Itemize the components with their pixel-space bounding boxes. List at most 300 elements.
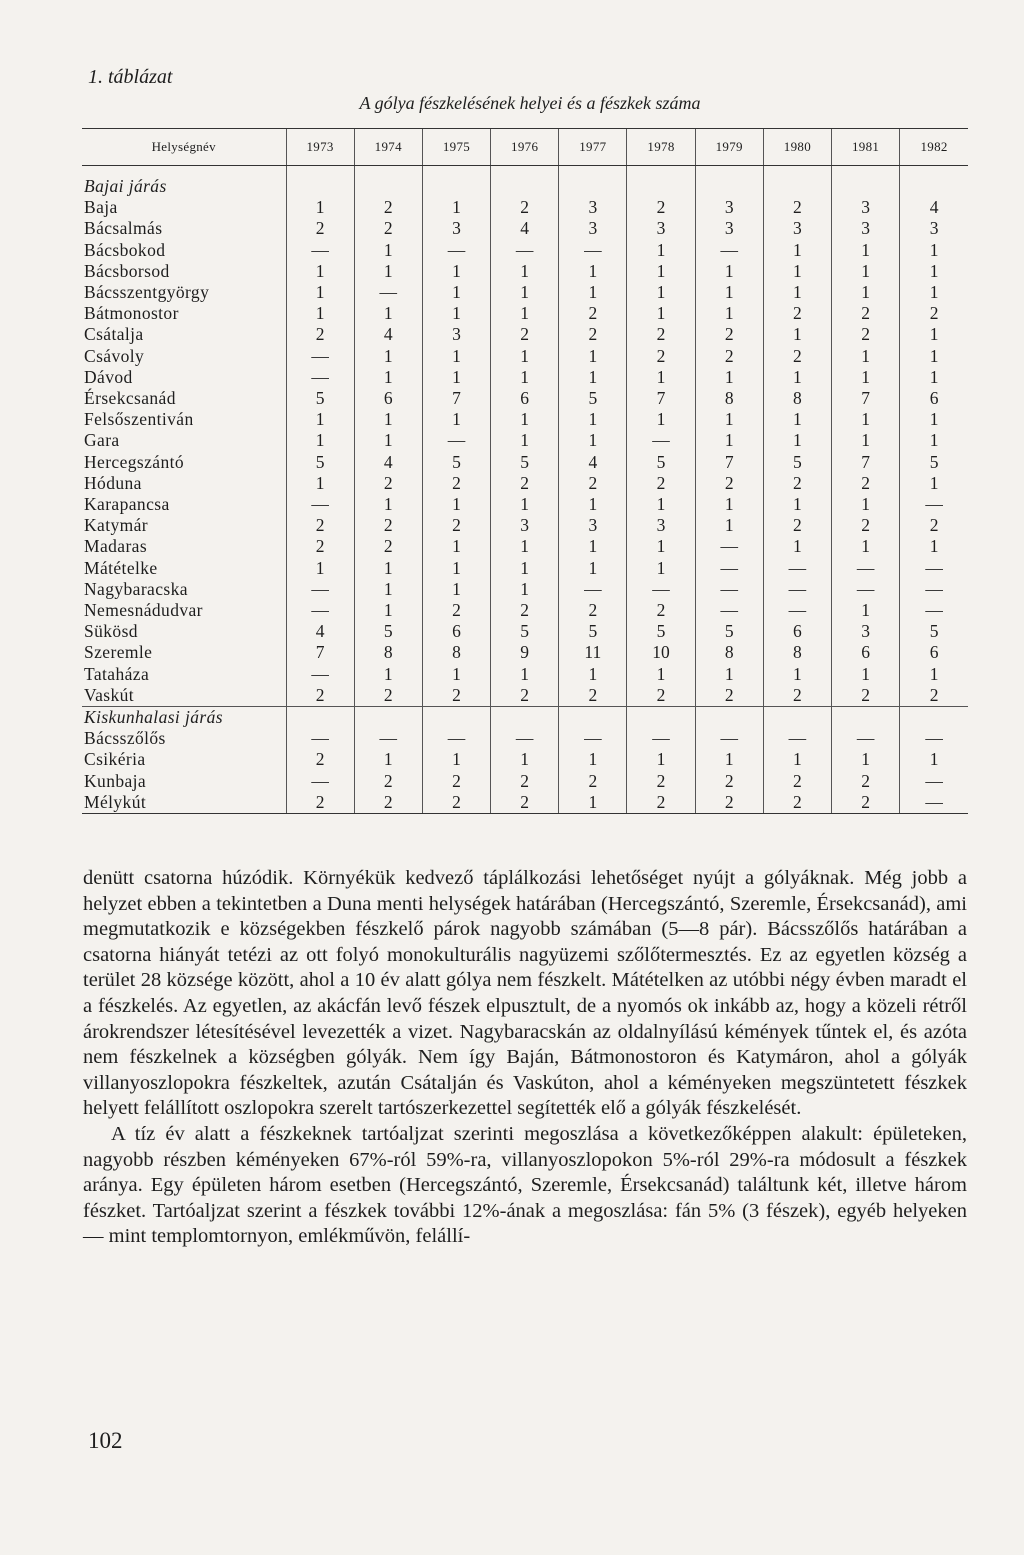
nest-count-cell: 8 [695, 388, 763, 409]
nest-count-cell: 5 [354, 621, 422, 642]
table-row [82, 409, 968, 430]
nest-count-cell: 6 [422, 621, 490, 642]
nest-count-cell: 3 [422, 324, 490, 345]
nest-count-cell: 1 [763, 324, 831, 345]
nest-count-cell: 2 [695, 771, 763, 792]
nest-count-cell: 2 [900, 685, 968, 707]
nest-count-cell: 1 [422, 197, 490, 218]
paragraph-1: denütt csatorna húzódik. Környékük kedvező táplálkozási lehetőséget nyújt a gólyáknak. Még jobb a helyzet ebben a tekintetben a Duna menti helységek határában (Hercegszántó, Szeremle, Érsekcsanád), ami megmutatkozik e községekben fészkelő párok nagyobb számában (5—8 pár). Bácsszőlős határában a csatorna hiányát tetézi az ott folyó monokulturális nagyüzemi szőlőtermesztés. Ez az egyetlen község a terület 28 községe között, ahol a 10 év alatt gólya nem fészkelt. Mátételken az utóbbi négy évben maradt el a fészkelés. Az egyetlen, az akácfán levő fészek elpusztult, de a nyomós ok inkább az, hogy a közeli rétről árokrendszer létesítésével levezették a vizet. Nagybaracskán az oldalnyílású kémények tűntek el, és azóta nem fészkelnek a községben gólyák. Nem így Baján, Bátmonostoron és Katymáron, ahol a gólyák villanyoszlopokra fészkeltek, azután Csátalján és Vaskúton, ahol a kéményeken megszüntetett fészkek helyett felállított oszlopokra szerelt tartószerkezettel segítették elő a gólyák fészkelését. [83, 867, 967, 1120]
nest-count-cell: 2 [627, 346, 695, 367]
header-year: 1978 [627, 129, 695, 166]
nest-count-cell: 2 [491, 473, 559, 494]
nest-count-cell: 8 [763, 388, 831, 409]
nest-count-cell: 1 [695, 494, 763, 515]
district-row [82, 176, 968, 197]
nest-count-cell: 1 [832, 749, 900, 770]
nest-count-cell: 1 [627, 409, 695, 430]
nest-count-cell: 3 [832, 197, 900, 218]
nest-count-cell: — [422, 430, 490, 451]
nest-count-cell: 1 [763, 261, 831, 282]
nest-count-cell: 2 [559, 473, 627, 494]
nest-count-cell: 1 [559, 346, 627, 367]
nest-count-cell: 5 [491, 621, 559, 642]
district-name: Kiskunhalasi járás [82, 707, 286, 729]
nest-count-cell: — [900, 771, 968, 792]
nest-count-cell: 6 [832, 642, 900, 663]
place-name: Sükösd [84, 621, 138, 642]
nest-count-cell: — [695, 728, 763, 749]
table-row [82, 473, 968, 494]
nest-count-cell: 3 [695, 197, 763, 218]
nest-count-cell: — [763, 579, 831, 600]
nest-count-cell: 2 [286, 792, 354, 814]
nest-count-cell: 2 [832, 685, 900, 707]
nest-count-cell: 2 [832, 303, 900, 324]
nest-count-cell: 1 [900, 473, 968, 494]
nest-count-cell: 2 [695, 685, 763, 707]
page-number: 102 [88, 1428, 123, 1453]
nest-count-cell: 2 [695, 473, 763, 494]
nest-count-cell: 1 [695, 430, 763, 451]
nest-count-cell: 1 [559, 749, 627, 770]
nest-count-cell: 1 [763, 664, 831, 685]
nest-count-cell: 1 [491, 558, 559, 579]
nest-count-cell: 1 [286, 409, 354, 430]
nest-count-cell: 1 [286, 261, 354, 282]
place-name: Szeremle [84, 642, 153, 663]
table-row [82, 240, 968, 261]
nest-count-cell: 2 [763, 685, 831, 707]
table-row [82, 324, 968, 345]
nest-count-cell: 3 [559, 218, 627, 239]
nest-count-cell: — [422, 728, 490, 749]
nest-count-cell: — [422, 240, 490, 261]
nest-count-cell: 2 [491, 685, 559, 707]
nest-count-cell: 1 [695, 409, 763, 430]
nest-count-cell: 2 [763, 771, 831, 792]
nest-count-cell: 1 [422, 282, 490, 303]
nest-count-cell: 1 [422, 409, 490, 430]
nest-count-cell: 1 [763, 367, 831, 388]
nest-count-cell: 1 [559, 282, 627, 303]
nest-count-cell: 1 [354, 367, 422, 388]
nest-count-cell: 1 [627, 261, 695, 282]
nest-count-cell: 1 [354, 346, 422, 367]
nest-count-cell: 8 [763, 642, 831, 663]
nest-count-cell: 1 [354, 409, 422, 430]
nest-count-cell: — [900, 728, 968, 749]
nest-count-cell: — [695, 558, 763, 579]
nest-count-cell: 7 [832, 388, 900, 409]
nest-count-cell: 1 [832, 409, 900, 430]
nest-count-cell: 2 [422, 473, 490, 494]
header-year: 1974 [354, 129, 422, 166]
table-row [82, 642, 968, 663]
nest-count-cell: 1 [559, 536, 627, 557]
place-name: Mátételke [84, 557, 158, 578]
place-name: Tataháza [84, 663, 150, 684]
nest-count-cell: 1 [491, 346, 559, 367]
nest-count-cell: — [286, 346, 354, 367]
nest-count-cell: 1 [422, 749, 490, 770]
table-row [82, 261, 968, 282]
nest-count-cell: 1 [832, 282, 900, 303]
nest-count-cell: 2 [832, 771, 900, 792]
nest-count-cell: 2 [491, 197, 559, 218]
nest-count-cell: 5 [286, 388, 354, 409]
nest-count-cell: 1 [491, 536, 559, 557]
nest-count-cell: 1 [763, 240, 831, 261]
nest-count-cell: 1 [491, 430, 559, 451]
nest-count-cell: 1 [491, 367, 559, 388]
nest-count-cell: — [900, 792, 968, 814]
nest-count-cell: 1 [763, 749, 831, 770]
nest-count-cell: 10 [627, 642, 695, 663]
nest-count-cell: 3 [627, 218, 695, 239]
nest-count-cell: 5 [900, 621, 968, 642]
nest-count-cell: 5 [559, 388, 627, 409]
nest-count-cell: 1 [354, 558, 422, 579]
header-place-name: Helységnév [82, 129, 286, 166]
table-row [82, 494, 968, 515]
nest-count-cell: 1 [900, 282, 968, 303]
nest-count-cell: 2 [422, 792, 490, 814]
nest-count-cell: 11 [559, 642, 627, 663]
nest-count-cell: 5 [559, 621, 627, 642]
nest-count-cell: 1 [627, 240, 695, 261]
nest-count-cell: — [286, 600, 354, 621]
nest-count-cell: 5 [491, 452, 559, 473]
place-name: Csátalja [84, 324, 144, 345]
nest-count-cell: 6 [900, 642, 968, 663]
nest-count-cell: 1 [559, 261, 627, 282]
nest-count-cell: 1 [627, 494, 695, 515]
header-year: 1981 [832, 129, 900, 166]
nest-count-cell: 2 [763, 303, 831, 324]
nest-count-cell: 2 [354, 473, 422, 494]
nesting-table [82, 128, 968, 814]
nest-count-cell: — [286, 664, 354, 685]
nest-count-cell: — [491, 240, 559, 261]
table-row [82, 303, 968, 324]
nest-count-cell: 1 [627, 303, 695, 324]
nest-count-cell: — [559, 579, 627, 600]
nest-count-cell: 2 [422, 771, 490, 792]
nest-count-cell: 1 [559, 558, 627, 579]
nest-count-cell: 1 [354, 261, 422, 282]
place-name: Hóduna [84, 472, 142, 493]
nest-count-cell: — [354, 282, 422, 303]
nest-count-cell: 1 [900, 664, 968, 685]
nest-count-cell: 4 [354, 452, 422, 473]
nest-count-cell: 1 [354, 494, 422, 515]
nest-count-cell: 6 [900, 388, 968, 409]
nest-count-cell: 1 [354, 749, 422, 770]
nest-count-cell: 2 [354, 792, 422, 814]
nest-count-cell: 1 [422, 367, 490, 388]
nest-count-cell: 1 [422, 664, 490, 685]
nest-count-cell: 2 [491, 792, 559, 814]
nest-count-cell: 1 [286, 303, 354, 324]
nest-count-cell: 1 [695, 282, 763, 303]
nest-count-cell: — [695, 600, 763, 621]
nest-count-cell: 1 [354, 240, 422, 261]
nest-count-cell: 1 [695, 515, 763, 536]
place-name: Csikéria [84, 749, 146, 770]
nest-count-cell: 1 [422, 536, 490, 557]
table-caption: A gólya fészkelésének helyei és a fészkek száma [359, 93, 701, 113]
nest-count-cell: 1 [422, 261, 490, 282]
nest-count-cell: 1 [763, 430, 831, 451]
nest-count-cell: 1 [832, 494, 900, 515]
place-name: Katymár [84, 515, 149, 536]
nest-count-cell: — [763, 558, 831, 579]
nest-count-cell: — [832, 728, 900, 749]
table-label: 1. táblázat [88, 66, 173, 88]
nest-count-cell: 7 [627, 388, 695, 409]
nest-count-cell: 2 [286, 749, 354, 770]
nest-count-cell: 1 [491, 282, 559, 303]
nest-count-cell: 2 [627, 600, 695, 621]
nest-count-cell: 1 [832, 600, 900, 621]
nest-count-cell: 1 [286, 282, 354, 303]
nest-count-cell: 2 [286, 515, 354, 536]
nest-count-cell: 5 [627, 621, 695, 642]
header-year: 1976 [491, 129, 559, 166]
nest-count-cell: 5 [900, 452, 968, 473]
nest-count-cell: 5 [695, 621, 763, 642]
nest-count-cell: 7 [286, 642, 354, 663]
nest-count-cell: 3 [832, 621, 900, 642]
place-name: Bácsszentgyörgy [84, 282, 210, 303]
nest-count-cell: 1 [695, 367, 763, 388]
table-header-row [82, 129, 968, 166]
nest-count-cell: 4 [354, 324, 422, 345]
nest-count-cell: 1 [559, 664, 627, 685]
nest-count-cell: 2 [354, 536, 422, 557]
nest-count-cell: 3 [422, 218, 490, 239]
table-row [82, 388, 968, 409]
nest-count-cell: 1 [491, 749, 559, 770]
nest-count-cell: 1 [286, 558, 354, 579]
nest-count-cell: 1 [491, 409, 559, 430]
nest-count-cell: 1 [422, 303, 490, 324]
nest-count-cell: 3 [763, 218, 831, 239]
nest-count-cell: 1 [832, 261, 900, 282]
table-row [82, 749, 968, 770]
table-row [82, 558, 968, 579]
nest-count-cell: 1 [422, 579, 490, 600]
nest-count-cell: 2 [627, 792, 695, 814]
nest-count-cell: 3 [491, 515, 559, 536]
nest-count-cell: 2 [763, 346, 831, 367]
place-name: Kunbaja [84, 770, 147, 791]
place-name: Bácsbokod [84, 239, 166, 260]
nest-count-cell: 1 [354, 600, 422, 621]
place-name: Bátmonostor [84, 303, 179, 324]
nest-count-cell: 2 [627, 685, 695, 707]
nest-count-cell: 5 [763, 452, 831, 473]
nest-count-cell: — [763, 728, 831, 749]
nest-count-cell: 2 [900, 303, 968, 324]
place-name: Karapancsa [84, 494, 170, 515]
table-row [82, 282, 968, 303]
table-row [82, 346, 968, 367]
nest-count-cell: — [627, 579, 695, 600]
nest-count-cell: 1 [763, 409, 831, 430]
nest-count-cell: 2 [354, 218, 422, 239]
nest-count-cell: 3 [695, 218, 763, 239]
place-name: Mélykút [82, 792, 286, 814]
nest-count-cell: 2 [491, 324, 559, 345]
nest-count-cell: — [286, 728, 354, 749]
table-row [82, 536, 968, 557]
nest-count-cell: 1 [627, 558, 695, 579]
nest-count-cell: 7 [695, 452, 763, 473]
nest-count-cell: 1 [354, 664, 422, 685]
nest-count-cell: — [763, 600, 831, 621]
place-name: Csávoly [84, 345, 145, 366]
table-row [82, 685, 968, 707]
district-name: Bajai járás [84, 176, 167, 196]
nest-count-cell: 2 [354, 515, 422, 536]
nest-count-cell: 1 [491, 303, 559, 324]
nest-count-cell: — [900, 494, 968, 515]
header-year: 1973 [286, 129, 354, 166]
nest-count-cell: 1 [900, 430, 968, 451]
header-year: 1975 [422, 129, 490, 166]
place-name: Vaskút [84, 684, 135, 705]
nest-count-cell: 2 [763, 515, 831, 536]
nest-count-cell: 3 [627, 515, 695, 536]
nest-count-cell: 1 [491, 579, 559, 600]
nest-count-cell: 1 [900, 409, 968, 430]
spacer-row [82, 166, 968, 177]
nest-count-cell: 8 [422, 642, 490, 663]
nest-count-cell: 4 [286, 621, 354, 642]
nest-count-cell: — [559, 728, 627, 749]
place-name: Gara [84, 430, 120, 451]
nest-count-cell: 1 [627, 749, 695, 770]
place-name: Felsőszentiván [84, 409, 194, 430]
nest-count-cell: 2 [832, 324, 900, 345]
nest-count-cell: 2 [763, 792, 831, 814]
nest-count-cell: 2 [354, 197, 422, 218]
nest-count-cell: 2 [763, 473, 831, 494]
nest-count-cell: 2 [627, 771, 695, 792]
nest-count-cell: 2 [422, 515, 490, 536]
nest-count-cell: 1 [832, 664, 900, 685]
nest-count-cell: 1 [354, 303, 422, 324]
nest-count-cell: 2 [491, 771, 559, 792]
nest-count-cell: 2 [832, 473, 900, 494]
nest-count-cell: 1 [627, 664, 695, 685]
table-body [82, 166, 968, 814]
nest-count-cell: 1 [695, 261, 763, 282]
nest-count-cell: 2 [559, 685, 627, 707]
nest-count-cell: 2 [900, 515, 968, 536]
nest-count-cell: 1 [422, 494, 490, 515]
nest-count-cell: 1 [627, 536, 695, 557]
nest-count-cell: 2 [695, 792, 763, 814]
nest-count-cell: 2 [559, 771, 627, 792]
body-text [83, 866, 967, 1250]
place-name: Baja [84, 197, 118, 218]
nest-count-cell: 1 [491, 261, 559, 282]
nest-count-cell: — [286, 771, 354, 792]
nest-count-cell: — [900, 600, 968, 621]
nest-count-cell: 1 [422, 346, 490, 367]
header-year: 1982 [900, 129, 968, 166]
table-row [82, 621, 968, 642]
place-name: Bácsborsod [84, 260, 170, 281]
nest-count-cell: 2 [695, 324, 763, 345]
nest-count-cell: 1 [627, 282, 695, 303]
nest-count-cell: 1 [695, 749, 763, 770]
nest-count-cell: 1 [286, 473, 354, 494]
nest-count-cell: 1 [763, 282, 831, 303]
nest-count-cell: 2 [354, 685, 422, 707]
nest-count-cell: — [900, 579, 968, 600]
place-name: Érsekcsanád [84, 388, 176, 409]
nest-count-cell: 1 [900, 346, 968, 367]
nest-count-cell: 1 [559, 367, 627, 388]
place-name: Nagybaracska [84, 578, 188, 599]
place-name: Nemesnádudvar [84, 600, 203, 621]
nest-count-cell: 1 [286, 197, 354, 218]
nesting-table-wrapper [82, 128, 968, 814]
table-row [82, 218, 968, 239]
nest-count-cell: — [286, 494, 354, 515]
nest-count-cell: — [832, 579, 900, 600]
table-row [82, 728, 968, 749]
place-name: Bácsszőlős [84, 728, 166, 749]
nest-count-cell: — [627, 430, 695, 451]
nest-count-cell: 1 [354, 430, 422, 451]
nest-count-cell: 2 [422, 600, 490, 621]
nest-count-cell: 7 [422, 388, 490, 409]
place-name: Dávod [84, 366, 133, 387]
table-row [82, 430, 968, 451]
nest-count-cell: 1 [695, 303, 763, 324]
nest-count-cell: 1 [559, 494, 627, 515]
nest-count-cell: 1 [491, 494, 559, 515]
nest-count-cell: 2 [559, 303, 627, 324]
nest-count-cell: — [900, 558, 968, 579]
nest-count-cell: 1 [832, 367, 900, 388]
nest-count-cell: 1 [900, 536, 968, 557]
table-row [82, 600, 968, 621]
table-row [82, 792, 968, 814]
nest-count-cell: 1 [422, 558, 490, 579]
nest-count-cell: 3 [559, 515, 627, 536]
nest-count-cell: — [695, 240, 763, 261]
nest-count-cell: 2 [491, 600, 559, 621]
nest-count-cell: 2 [354, 771, 422, 792]
table-row [82, 771, 968, 792]
nest-count-cell: 8 [695, 642, 763, 663]
nest-count-cell: 9 [491, 642, 559, 663]
nest-count-cell: 5 [627, 452, 695, 473]
table-row [82, 197, 968, 218]
nest-count-cell: — [354, 728, 422, 749]
nest-count-cell: 2 [695, 346, 763, 367]
table-row [82, 515, 968, 536]
nest-count-cell: 2 [559, 600, 627, 621]
nest-count-cell: — [559, 240, 627, 261]
nest-count-cell: 1 [354, 579, 422, 600]
nest-count-cell: 1 [559, 409, 627, 430]
